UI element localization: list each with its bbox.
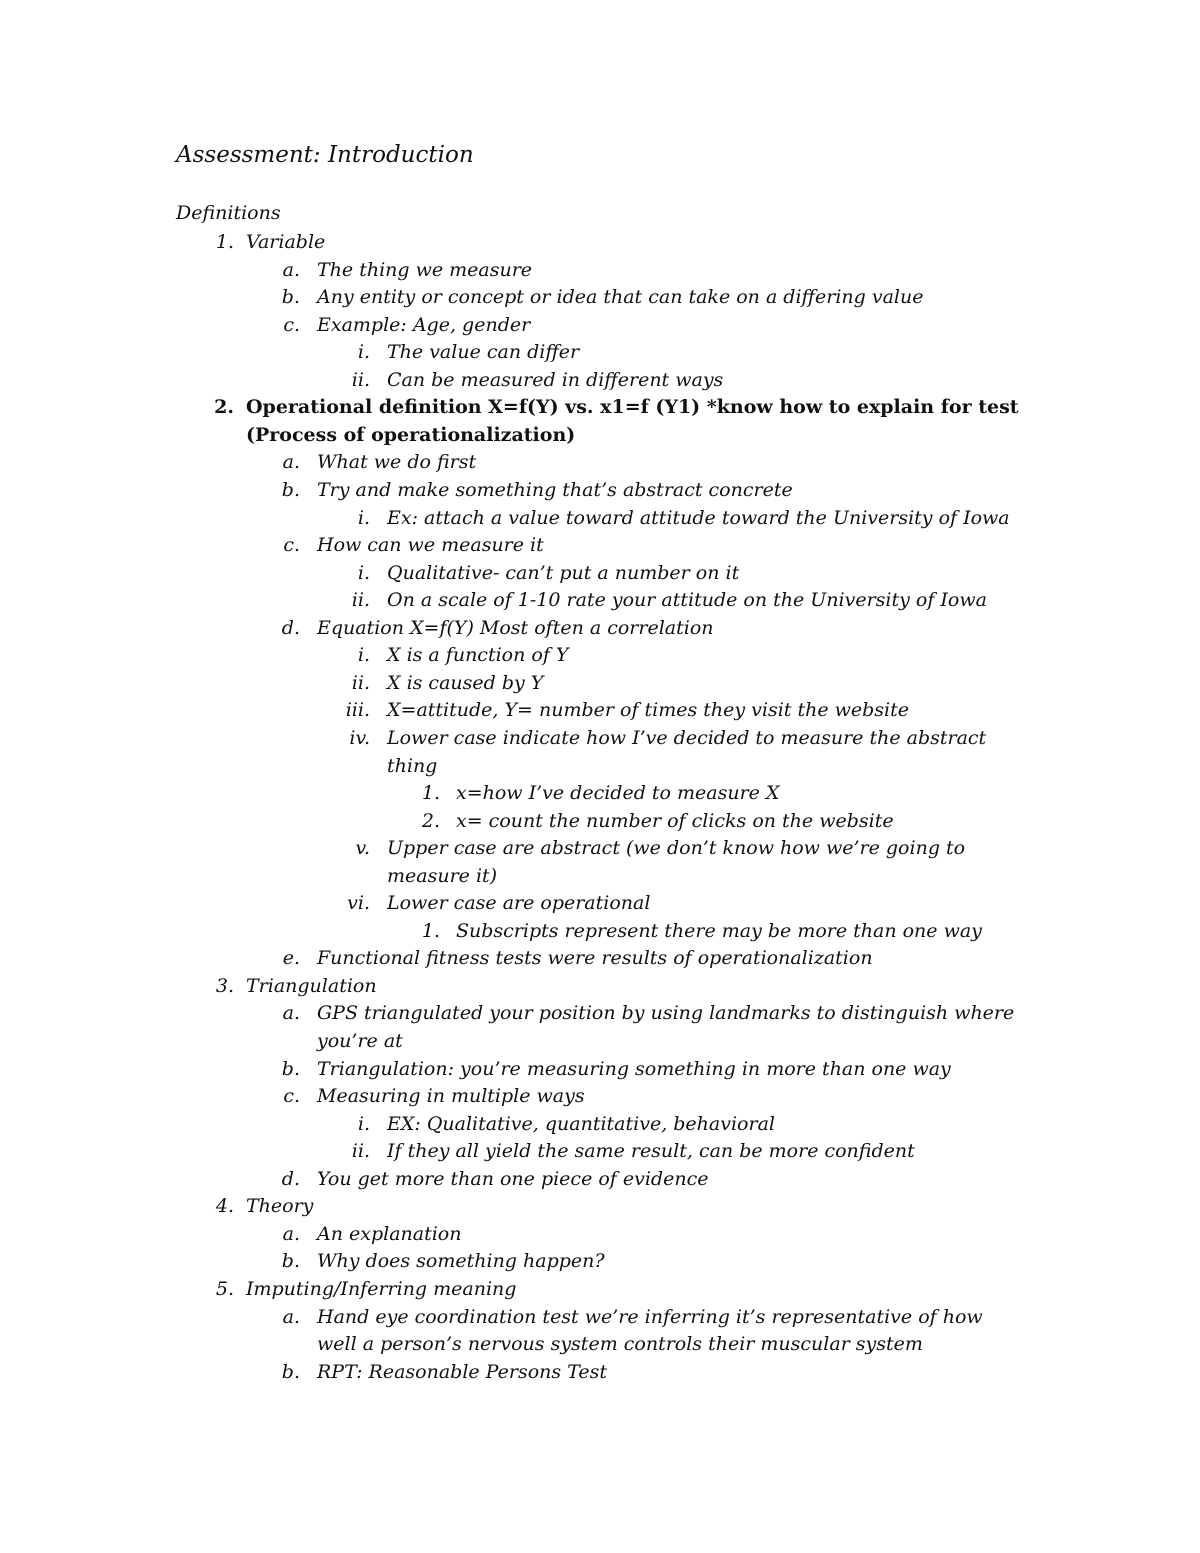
list-marker: 5. (215, 1277, 234, 1300)
list-marker: a. (282, 258, 300, 281)
list-text: GPS triangulated your position by using landmarks to distinguish where (317, 1002, 1015, 1025)
list-text: thing (387, 754, 438, 777)
list-marker: a. (282, 1002, 300, 1025)
list-text: Example: Age, gender (317, 313, 531, 336)
list-text: What we do first (317, 451, 477, 474)
list-marker: vi. (347, 892, 370, 915)
list-text: x=how I’ve decided to measure X (456, 782, 780, 804)
list-marker: 2. (214, 396, 234, 419)
list-marker: 1. (215, 231, 234, 253)
list-marker: i. (357, 561, 370, 584)
list-marker: b. (281, 1057, 300, 1080)
list-marker: 2. (421, 809, 440, 832)
list-marker: 3. (215, 974, 234, 997)
list-text: X is a function of Y (387, 644, 569, 667)
document-title: Assessment: Introduction (176, 142, 474, 168)
list-text: X=attitude, Y= number of times they visit the website (387, 699, 910, 722)
list-text: well a person’s nervous system controls their muscular system (317, 1333, 923, 1355)
list-text: Triangulation: you’re measuring something in more than one way (317, 1057, 951, 1080)
list-text: Subscripts represent there may be more than one way (456, 919, 982, 942)
list-text: Triangulation (246, 974, 377, 997)
list-marker: b. (281, 479, 300, 501)
list-text: Hand eye coordination test we’re inferring it’s representative of how (317, 1305, 983, 1328)
list-marker: i. (357, 644, 370, 667)
list-text: If they all yield the same result, can be more confident (387, 1140, 915, 1163)
list-text: measure it) (387, 864, 498, 887)
list-text: X is caused by Y (387, 671, 544, 694)
list-text: Theory (246, 1195, 314, 1218)
list-marker: 4. (215, 1195, 234, 1218)
list-marker: i. (357, 341, 370, 364)
list-text: Functional fitness tests were results of operationalization (317, 947, 873, 970)
list-marker: b. (281, 286, 300, 309)
list-marker: a. (282, 451, 300, 474)
list-marker: c. (283, 534, 300, 556)
list-marker: c. (283, 313, 300, 336)
list-text: x= count the number of clicks on the website (456, 809, 894, 832)
list-marker: i. (357, 506, 370, 529)
list-text: Lower case indicate how I’ve decided to measure the abstract (387, 726, 987, 749)
list-marker: iii. (345, 699, 370, 722)
list-text: The thing we measure (317, 258, 533, 281)
list-marker: v. (355, 837, 370, 860)
list-marker: a. (282, 1222, 300, 1245)
list-text: Imputing/Inferring meaning (246, 1277, 517, 1300)
list-marker: e. (282, 947, 300, 970)
list-text: An explanation (317, 1222, 462, 1245)
list-marker: ii. (351, 1140, 370, 1163)
list-text: You get more than one piece of evidence (317, 1167, 709, 1190)
list-marker: b. (281, 1360, 300, 1383)
list-text: Variable (246, 231, 326, 253)
list-marker: ii. (351, 368, 370, 391)
list-marker: ii. (351, 671, 370, 694)
list-text: EX: Qualitative, quantitative, behavioral (387, 1112, 775, 1135)
list-text: Why does something happen? (317, 1250, 605, 1273)
list-text: Equation X=f(Y) Most often a correlation (317, 616, 714, 639)
list-marker: d. (281, 1167, 300, 1190)
list-text: Lower case are operational (387, 892, 651, 915)
list-text: On a scale of 1-10 rate your attitude on the University of Iowa (387, 589, 987, 612)
list-text: Upper case are abstract (we don’t know how we’re going to (387, 837, 966, 860)
list-text: Any entity or concept or idea that can take on a differing value (317, 286, 924, 309)
list-text: RPT: Reasonable Persons Test (317, 1360, 607, 1383)
list-marker: c. (283, 1085, 300, 1108)
list-marker: i. (357, 1112, 370, 1135)
list-marker: a. (282, 1305, 300, 1328)
list-text: Ex: attach a value toward attitude toward the University of Iowa (387, 506, 1010, 529)
list-text: Operational definition X=f(Y) vs. x1=f (Y1) *know how to explain for test (246, 396, 1019, 419)
list-text: (Process of operationalization) (246, 423, 576, 446)
list-text: Measuring in multiple ways (317, 1085, 585, 1108)
list-text: Try and make something that’s abstract concrete (317, 479, 793, 501)
list-text: you’re at (317, 1030, 403, 1052)
list-marker: d. (281, 616, 300, 639)
list-marker: iv. (349, 726, 370, 749)
section-heading: Definitions (176, 202, 281, 224)
list-text: The value can differ (387, 341, 580, 364)
list-marker: 1. (421, 782, 440, 804)
list-text: Qualitative- can’t put a number on it (387, 561, 740, 584)
list-text: How can we measure it (317, 534, 544, 556)
list-marker: b. (281, 1250, 300, 1273)
list-marker: 1. (421, 919, 440, 942)
list-marker: ii. (351, 589, 370, 612)
list-text: Can be measured in different ways (387, 368, 724, 391)
